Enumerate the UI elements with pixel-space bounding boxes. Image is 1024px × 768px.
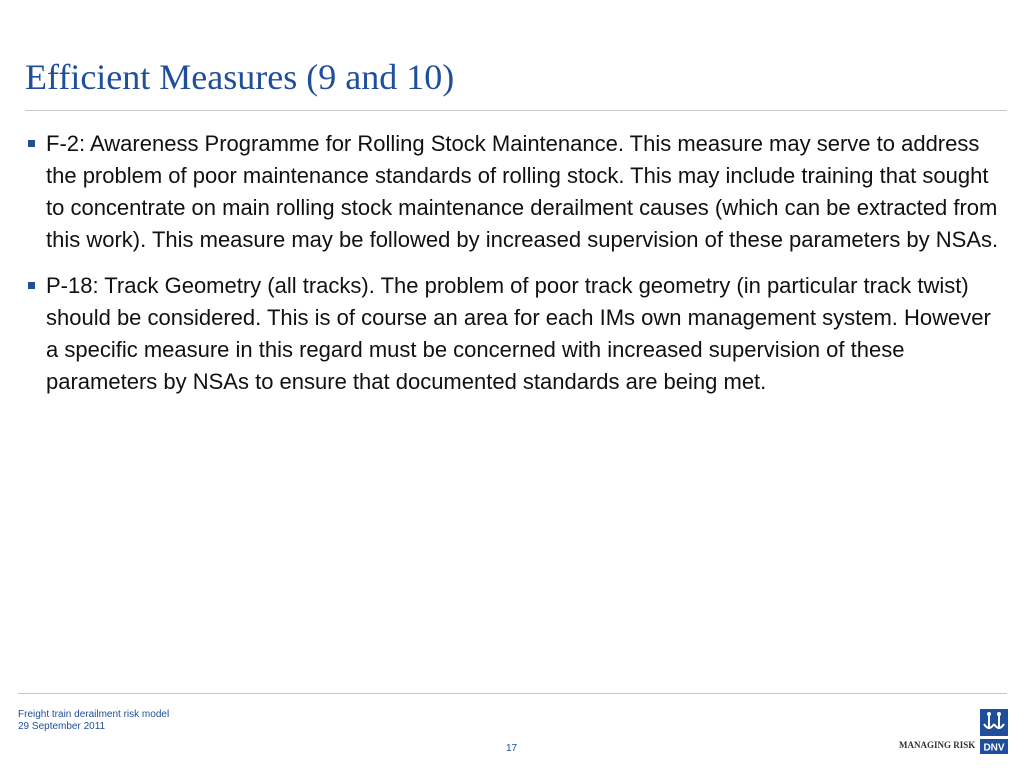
square-bullet-icon [28,282,35,289]
square-bullet-icon [28,140,35,147]
footer-date: 29 September 2011 [18,721,106,732]
footer-presentation-title: Freight train derailment risk model [18,709,170,720]
slide-title: Efficient Measures (9 and 10) [25,57,455,97]
bullet-text: P-18: Track Geometry (all tracks). The problem of poor track geometry (in particular track twist) should be considered. This is of course an area for each IMs own management system. However a specific measure in this regard must be concerned with increased supervision of these parameters by NSAs to ensure that documented standards are being met. [46,273,991,394]
footer-divider [18,693,1007,694]
bullet-list [26,128,1001,412]
tagline: MANAGING RISK [899,740,976,750]
dnv-logo [980,709,1008,754]
bullet-text: F-2: Awareness Programme for Rolling Stock Maintenance. This measure may serve to address the problem of poor maintenance standards of rolling stock. This may include training that sought to concentrate on main rolling stock maintenance derailment causes (which can be extracted from this work). This measure may be followed by increased supervision of these parameters by NSAs. [46,131,999,252]
bullet-item-p18 [26,270,1001,398]
page-number: 17 [506,743,518,754]
bullet-item-f2 [26,128,1001,256]
title-divider [25,110,1007,111]
logo-text: DNV [983,742,1005,754]
